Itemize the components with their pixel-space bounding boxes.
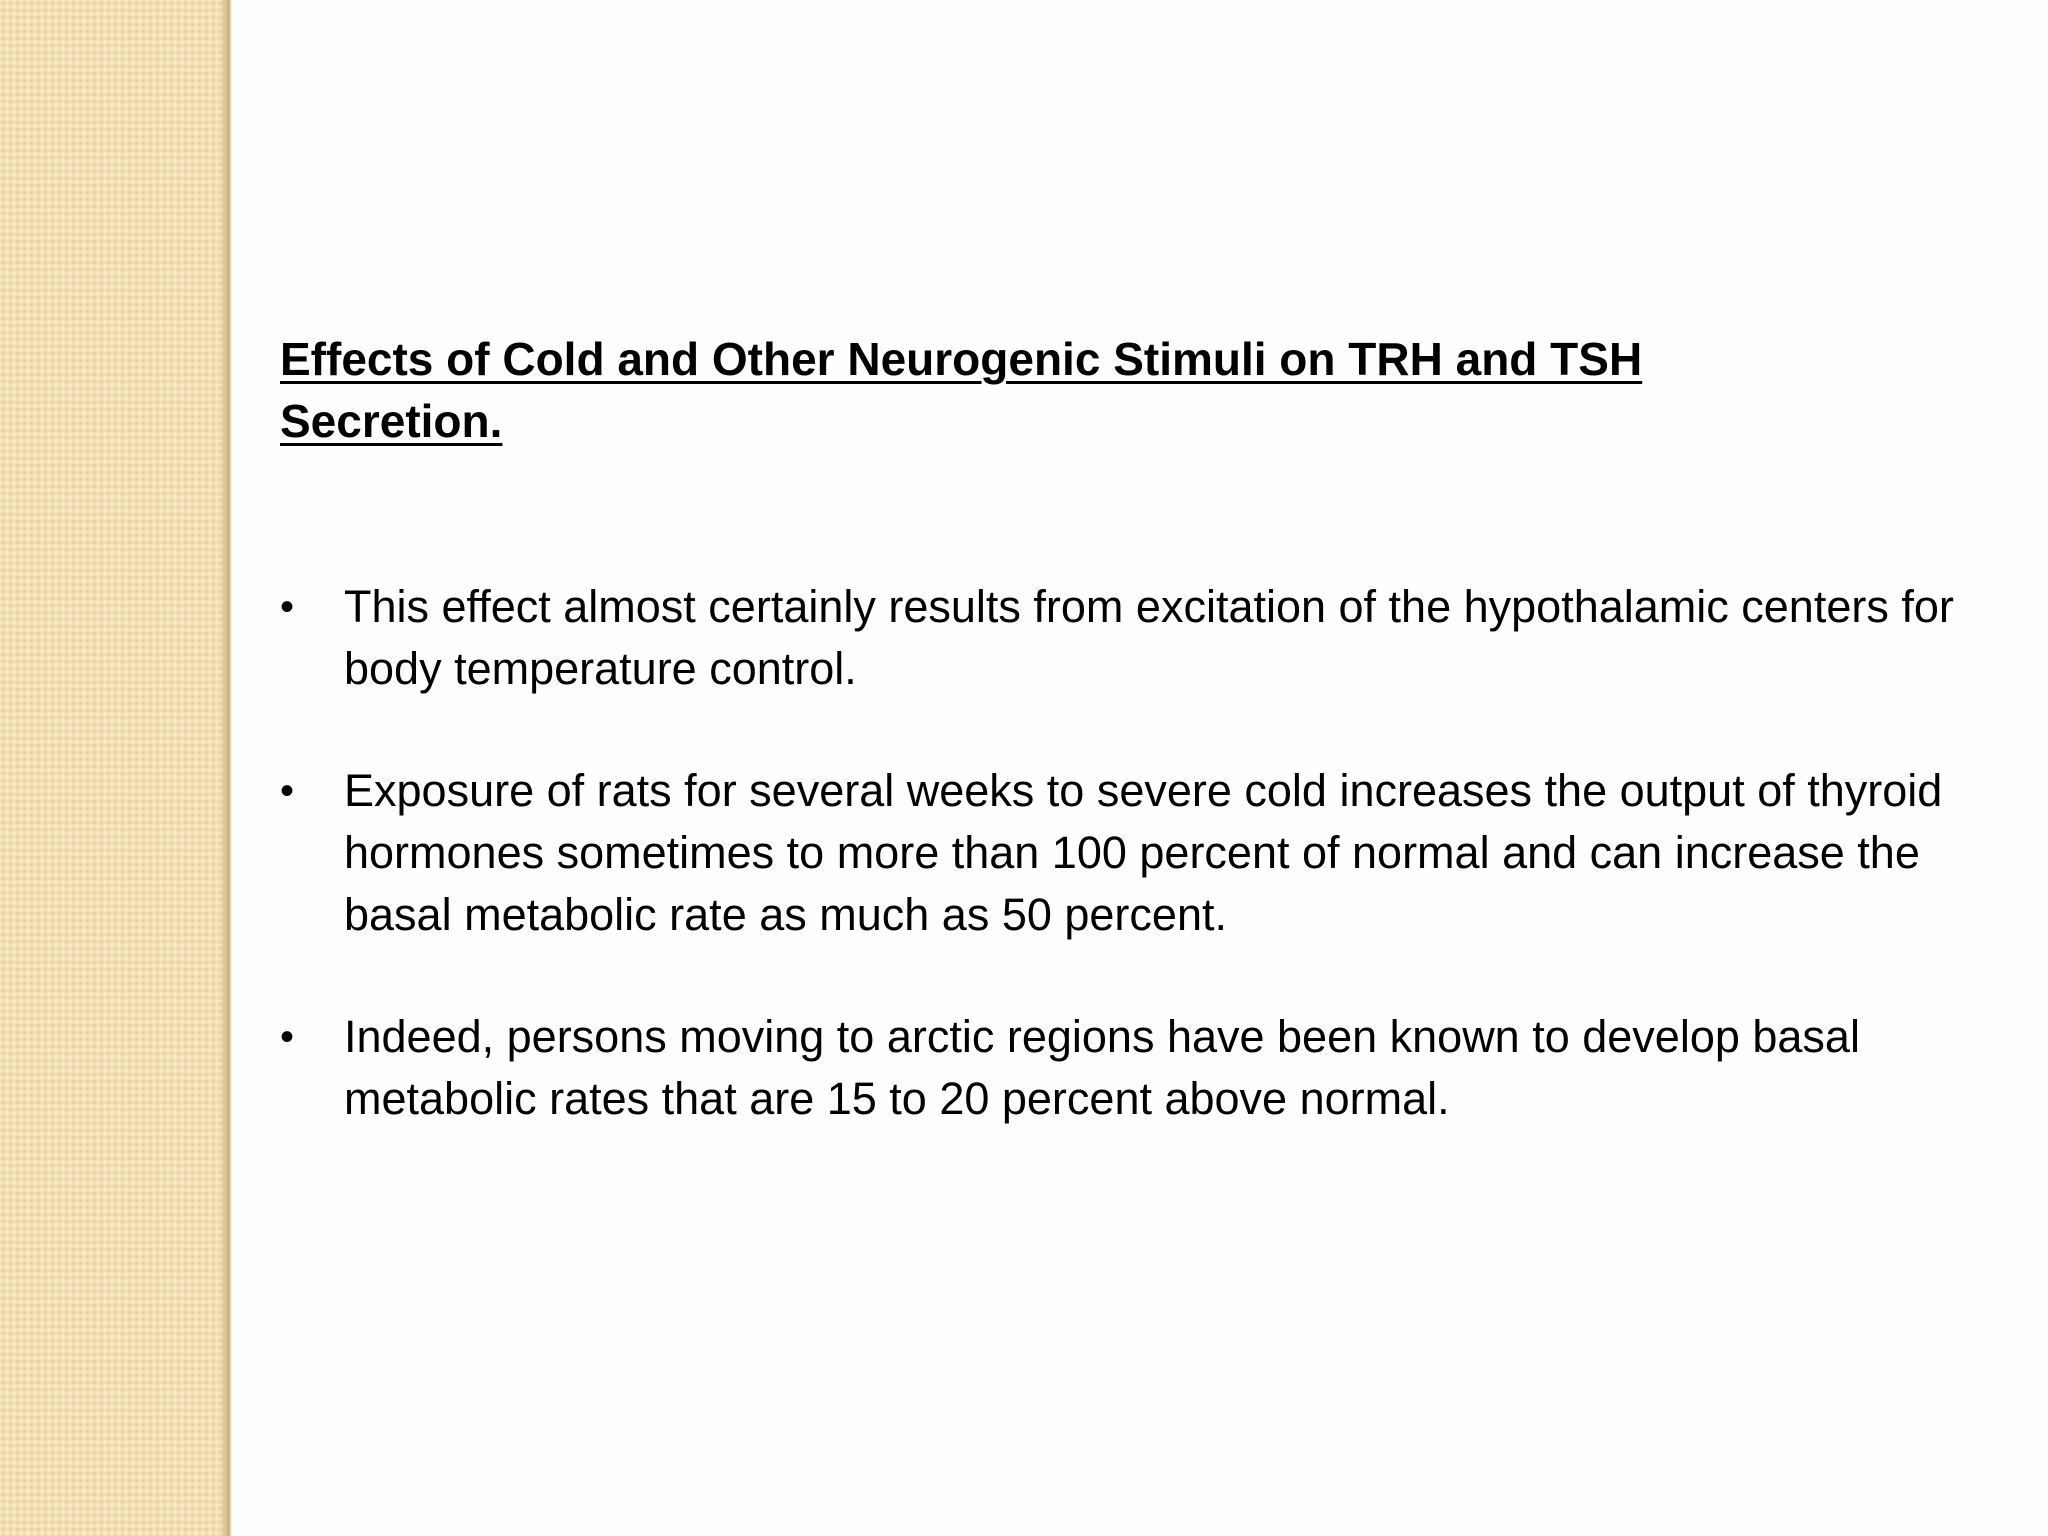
- bullet-text: Exposure of rats for several weeks to severe cold increases the output of thyroid hormones sometimes to more than 100 percent of normal and can increase the basal metabolic rate as much as 50 percent.: [344, 765, 1943, 940]
- bullet-icon: •: [280, 1015, 295, 1059]
- bullet-icon: •: [280, 585, 295, 629]
- sidebar-edge: [222, 0, 232, 1536]
- bullet-item: [280, 760, 1994, 946]
- slide-title: Effects of Cold and Other Neurogenic Stimuli on TRH and TSH Secretion.: [280, 333, 1643, 447]
- bullet-item: [280, 1006, 1994, 1130]
- bullet-icon: •: [280, 769, 295, 813]
- decorative-sidebar: [0, 0, 230, 1536]
- slide-content: [280, 328, 1980, 1124]
- bullet-text: Indeed, persons moving to arctic regions have been known to develop basal metabolic rates that are 15 to 20 percent above normal.: [344, 1011, 1860, 1124]
- bullet-item: [280, 576, 1994, 700]
- bullet-text: This effect almost certainly results from excitation of the hypothalamic centers for body temperature control.: [344, 581, 1954, 694]
- bullet-list: [280, 576, 1980, 1190]
